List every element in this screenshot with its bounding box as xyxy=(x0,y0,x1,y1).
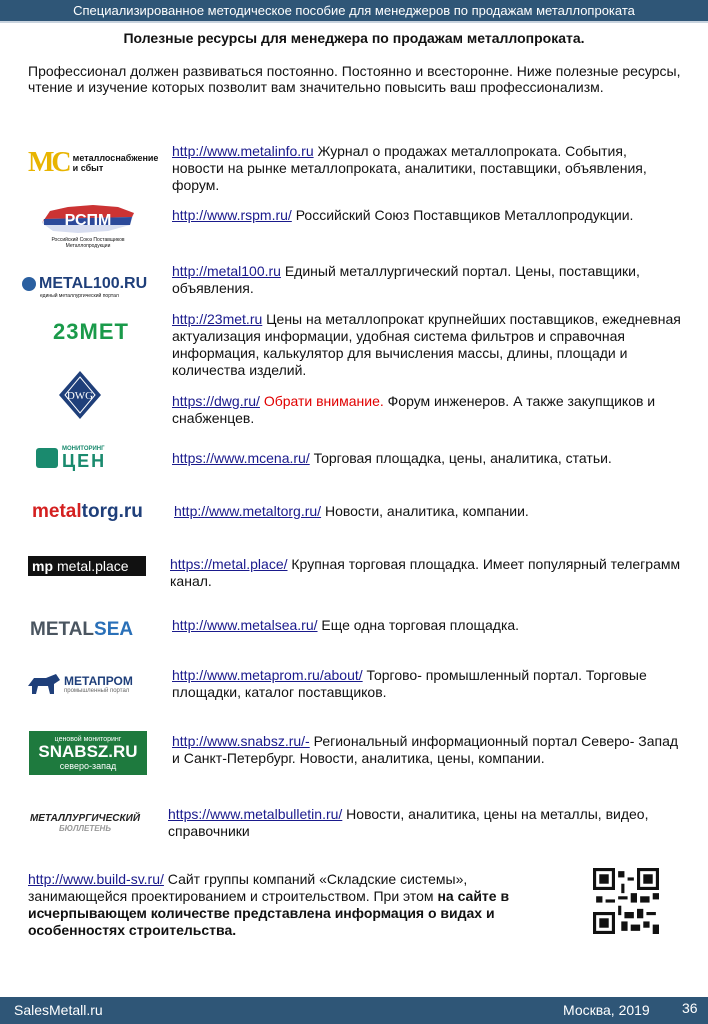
bull-icon xyxy=(26,672,62,696)
resource-link[interactable]: http://23met.ru xyxy=(172,311,263,327)
resource-item xyxy=(172,667,682,701)
metalsea-logo xyxy=(30,616,154,644)
resource-link[interactable]: http://www.metaprom.ru/about/ xyxy=(172,667,363,683)
23met-logo-text: 23МЕТ xyxy=(53,319,129,344)
metalinfo-logo-text: металлоснабжение и сбыт xyxy=(72,153,159,173)
metaltorg-logo-part-metal: metal xyxy=(32,501,82,522)
resource-description: Новости, аналитика, компании. xyxy=(321,503,529,519)
resource-link[interactable]: https://metal.place/ xyxy=(170,556,288,572)
footer-note xyxy=(28,871,548,939)
build-sv-link[interactable]: http://www.build-sv.ru/ xyxy=(28,871,164,887)
23met-logo xyxy=(50,318,132,346)
resource-link[interactable]: http://www.metalsea.ru/ xyxy=(172,617,318,633)
resource-description: Цены на металлопрокат крупнейших поставщиков, ежедневная актуализация информации, удобная система фильтров и справочная информация, калькулятор для вычисления массы, длины, площади и количества изделий. xyxy=(172,311,681,378)
metal-place-logo xyxy=(28,556,146,576)
snabsz-logo-caption: ценовой мониторинг xyxy=(54,735,122,743)
footer-note-bold: на сайте в исчерпывающем количестве представлена информация о видах и особенностях строительства. xyxy=(28,888,510,938)
footer-note-text: Сайт группы компаний «Складские системы», занимающейся проектированием и строительством. При этом xyxy=(28,871,468,904)
metaltorg-logo xyxy=(32,499,150,525)
metal100-logo xyxy=(22,272,148,302)
rspm-logo-text: РСПМ xyxy=(64,212,112,229)
metal-place-logo-mark: mp xyxy=(32,558,53,574)
qr-code-icon xyxy=(593,868,659,934)
metaltorg-logo-part-torg: torg xyxy=(81,501,119,522)
resource-description: Форум инженеров. А также закупщиков и снабженцев. xyxy=(172,393,656,426)
resource-link[interactable]: http://www.snabsz.ru/- xyxy=(172,733,310,749)
resource-item xyxy=(172,450,682,467)
resource-item xyxy=(172,143,682,194)
resource-item xyxy=(174,503,684,520)
resource-description: Торговая площадка, цены, аналитика, статьи. xyxy=(309,450,612,466)
metaprom-logo-caption: промышленный портал xyxy=(64,688,130,694)
footer-bar xyxy=(0,997,708,1024)
resource-description: Еще одна торговая площадка. xyxy=(317,617,520,633)
resource-link[interactable]: http://metal100.ru xyxy=(172,263,281,279)
resource-description: Торгово- промышленный портал. Торговые площадки, каталог поставщиков. xyxy=(172,667,647,700)
metalsea-logo-part-sea: SEA xyxy=(94,619,134,640)
metalbulletin-logo-caption: БЮЛЛЕТЕНЬ xyxy=(59,824,111,833)
snabsz-logo-region: северо-запад xyxy=(59,760,117,771)
header-title: Специализированное методическое пособие для менеджеров по продажам металлопроката xyxy=(73,3,635,18)
page-number: 36 xyxy=(682,1000,698,1016)
metal100-logo-text: METAL100.RU xyxy=(39,275,148,292)
mcena-logo-caption: МОНИТОРИНГ xyxy=(62,446,105,452)
resource-description: Единый металлургический портал. Цены, поставщики, объявления. xyxy=(172,263,640,296)
resource-link[interactable]: https://www.mcena.ru/ xyxy=(172,450,310,466)
globe-icon xyxy=(22,277,36,291)
footer-site: SalesMetall.ru xyxy=(14,1002,103,1018)
resource-link[interactable]: https://dwg.ru/ xyxy=(172,393,260,409)
header-divider xyxy=(0,21,708,23)
resource-item xyxy=(172,263,682,297)
metal100-logo-caption: единый металлургический портал xyxy=(40,293,119,299)
resource-item xyxy=(172,393,682,427)
resource-item xyxy=(172,311,692,379)
metaprom-logo-text: МЕТАПРОМ xyxy=(64,674,133,688)
resource-item xyxy=(172,617,682,634)
metal-place-logo-text: metal.place xyxy=(57,558,129,574)
dwg-diamond-icon xyxy=(57,369,103,421)
mcena-logo-mark xyxy=(36,448,58,468)
resource-item xyxy=(170,556,685,590)
resource-link[interactable]: https://www.metalbulletin.ru/ xyxy=(168,806,343,822)
russia-map-icon xyxy=(38,201,138,237)
header-bar xyxy=(0,0,708,21)
resource-link[interactable]: http://www.rspm.ru/ xyxy=(172,207,292,223)
resource-description: Российский Союз Поставщиков Металлопродукции. xyxy=(291,207,634,223)
warning-note: Обрати внимание. xyxy=(259,393,384,409)
footer-place-year: Москва, 2019 xyxy=(563,1002,650,1018)
resource-description: Региональный информационный портал Северо- Запад и Санкт-Петербург. Новости, аналитика, цены, компании. xyxy=(172,733,679,766)
dwg-logo xyxy=(57,369,103,421)
metaprom-logo xyxy=(26,668,150,700)
resource-link[interactable]: http://www.metaltorg.ru/ xyxy=(174,503,322,519)
resource-description: Крупная торговая площадка. Имеет популярный телеграмм канал. xyxy=(170,556,681,589)
rspm-logo-caption: Российский Союз Поставщиков Металлопродукции xyxy=(51,237,125,249)
resource-item xyxy=(168,806,683,840)
intro-paragraph: Профессионал должен развиваться постоянно. Постоянно и всесторонне. Ниже полезные ресурсы, чтение и изучение которых позволит вам значительно повысить ваш профессионализм. xyxy=(28,63,681,95)
resource-description: Новости, аналитика, цены на металлы, видео, справочники xyxy=(168,806,649,839)
resource-description: Журнал о продажах металлопроката. События, новости на рынке металлопроката, аналитики, поставщики, объявления, форум. xyxy=(172,143,647,193)
metaltorg-logo-part-ru: .ru xyxy=(118,501,143,522)
page-title: Полезные ресурсы для менеджера по продажам металлопроката. xyxy=(123,30,585,46)
rspm-logo xyxy=(34,195,142,255)
mcena-logo-text: ЦЕН xyxy=(62,451,107,471)
metalbulletin-logo-text: МЕТАЛЛУРГИЧЕСКИЙ xyxy=(29,813,141,824)
snabsz-logo xyxy=(29,731,147,775)
snabsz-logo-text: SNABSZ.RU xyxy=(38,741,138,761)
metalbulletin-logo xyxy=(29,808,141,838)
resource-item xyxy=(172,733,682,767)
metalinfo-logo-mark: МС xyxy=(28,147,69,178)
resource-link[interactable]: http://www.metalinfo.ru xyxy=(172,143,314,159)
dwg-logo-text: DWG xyxy=(66,390,94,402)
resource-item xyxy=(172,207,682,224)
mcena-logo xyxy=(36,444,140,472)
metalinfo-logo xyxy=(28,143,166,183)
metalsea-logo-part-metal: METAL xyxy=(30,619,95,640)
